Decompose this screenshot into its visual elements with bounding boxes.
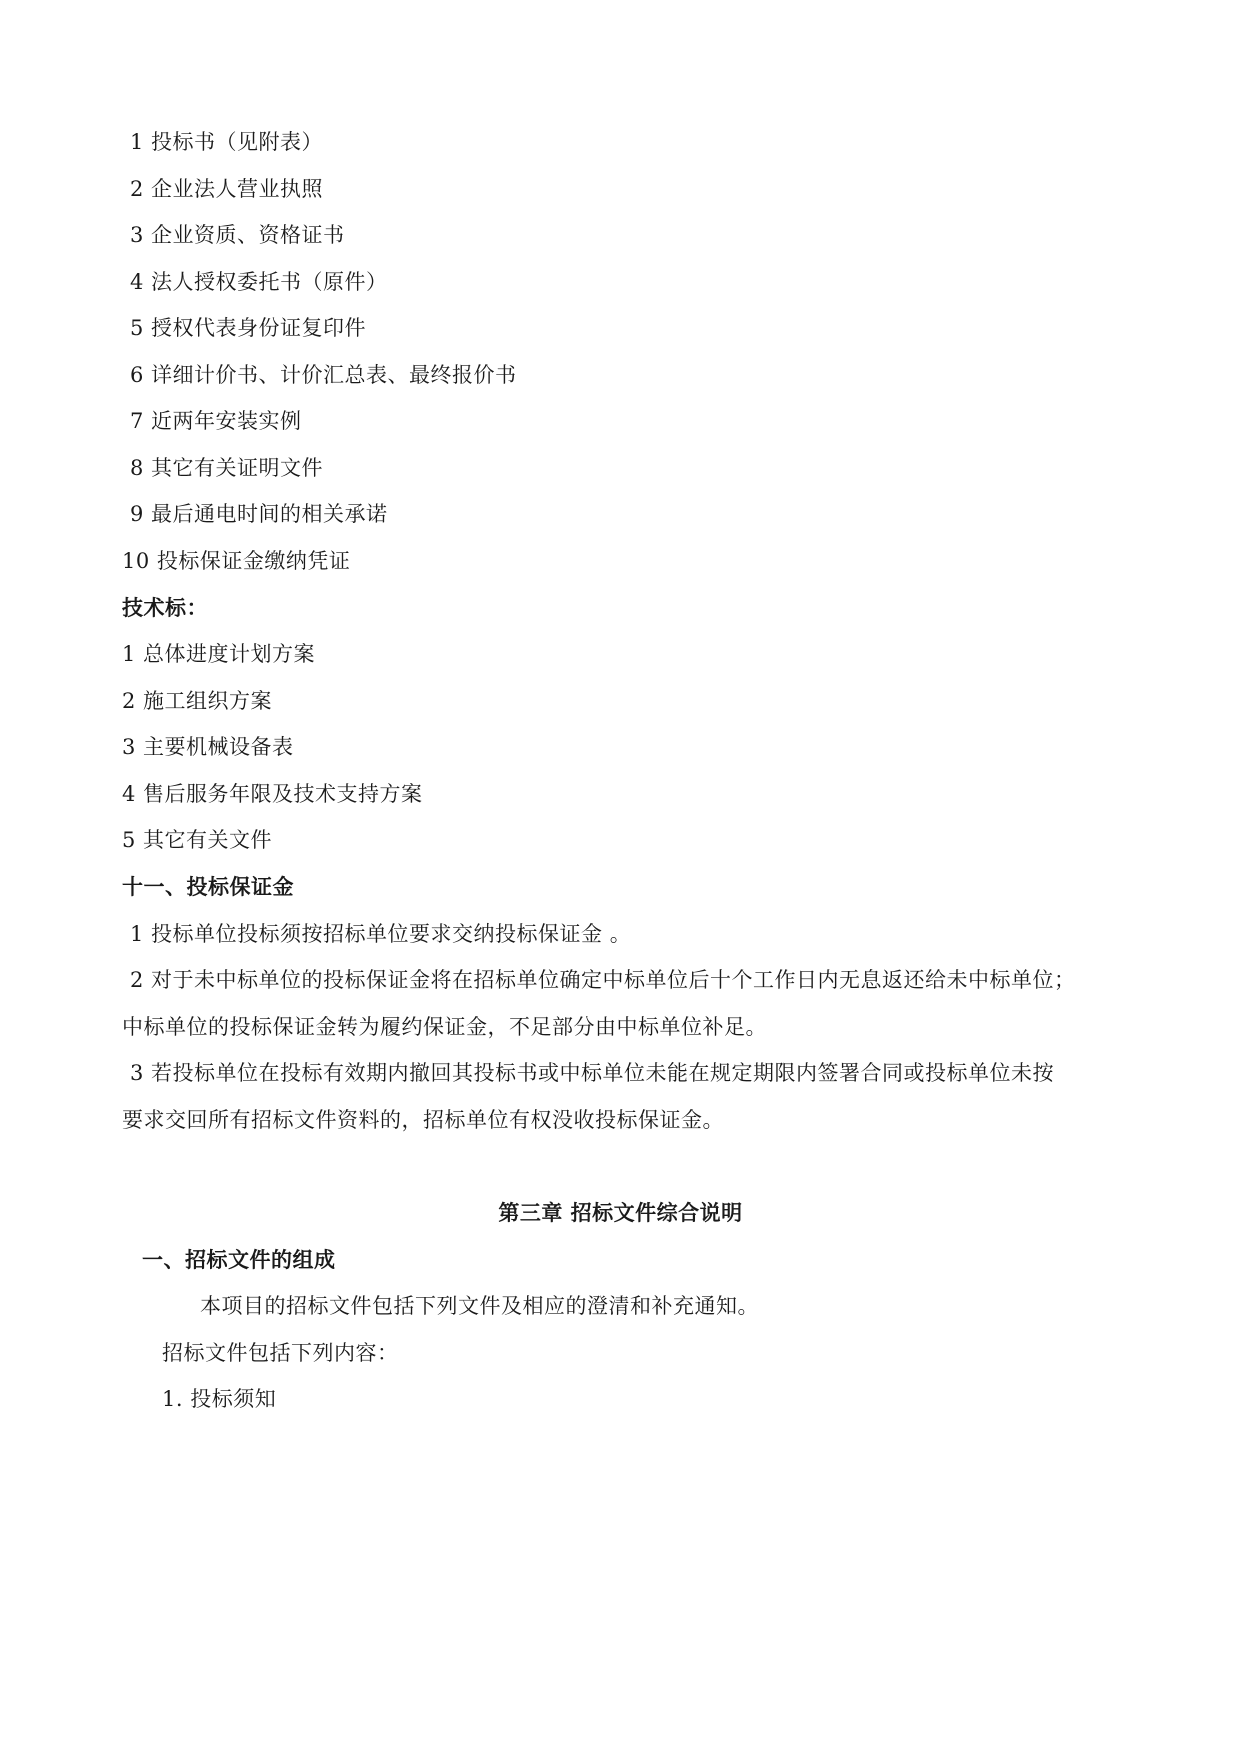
paragraph: 1 投标单位投标须按招标单位要求交纳投标保证金 。	[130, 922, 632, 946]
list-item: 4 售后服务年限及技术支持方案	[122, 782, 423, 806]
list-item: 2 施工组织方案	[122, 689, 273, 713]
paragraph: 2 对于未中标单位的投标保证金将在招标单位确定中标单位后十个工作日内无息返还给未中标单位；	[130, 968, 1076, 992]
list-item: 3 主要机械设备表	[122, 735, 294, 759]
list-item: 5 其它有关文件	[122, 828, 273, 852]
list-item: 3 企业资质、资格证书	[130, 223, 345, 247]
paragraph: 要求交回所有招标文件资料的，招标单位有权没收投标保证金。	[122, 1108, 724, 1132]
list-item: 2 企业法人营业执照	[130, 177, 324, 201]
list-item: 7 近两年安装实例	[130, 409, 302, 433]
list-item: 9 最后通电时间的相关承诺	[130, 502, 388, 526]
section-heading: 一、招标文件的组成	[142, 1248, 336, 1272]
technical-heading: 技术标：	[122, 596, 208, 620]
list-item: 5 授权代表身份证复印件	[130, 316, 367, 340]
paragraph: 中标单位的投标保证金转为履约保证金，不足部分由中标单位补足。	[122, 1015, 767, 1039]
list-item: 1 投标书（见附表）	[130, 130, 324, 154]
list-item: 1. 投标须知	[162, 1387, 277, 1411]
list-item: 10 投标保证金缴纳凭证	[122, 549, 351, 573]
section-heading: 十一、投标保证金	[122, 875, 294, 899]
paragraph: 3 若投标单位在投标有效期内撤回其投标书或中标单位未能在规定期限内签署合同或投标单位未按	[130, 1061, 1055, 1085]
list-item: 8 其它有关证明文件	[130, 456, 324, 480]
chapter-title: 第三章 招标文件综合说明	[498, 1201, 743, 1225]
list-item: 6 详细计价书、计价汇总表、最终报价书	[130, 363, 517, 387]
paragraph: 招标文件包括下列内容：	[162, 1341, 399, 1365]
list-item: 1 总体进度计划方案	[122, 642, 316, 666]
list-item: 4 法人授权委托书（原件）	[130, 270, 388, 294]
paragraph: 本项目的招标文件包括下列文件及相应的澄清和补充通知。	[200, 1294, 759, 1318]
